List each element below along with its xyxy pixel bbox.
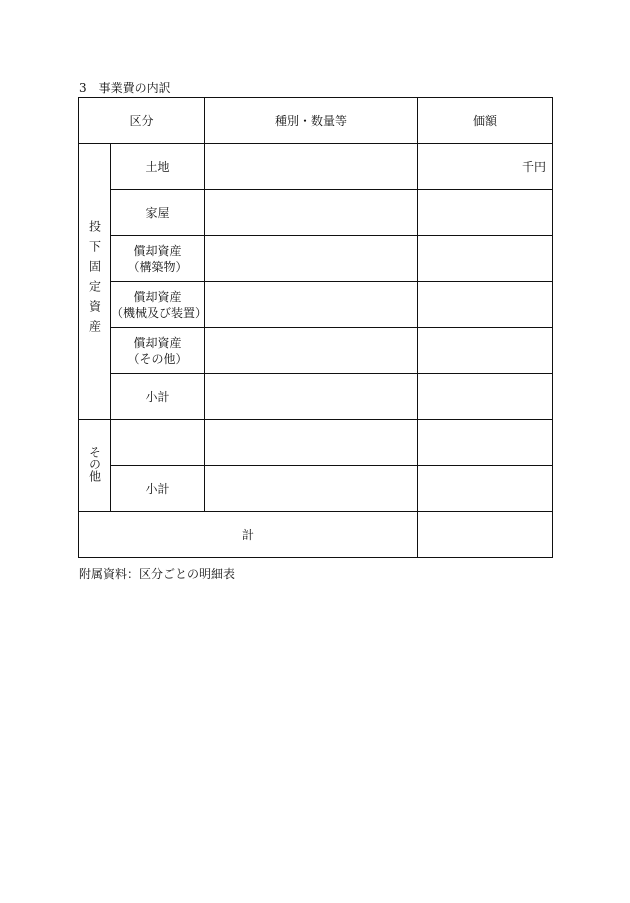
cost-breakdown-table	[78, 97, 553, 558]
type-quantity-cell[interactable]	[205, 374, 418, 420]
row-label: 小計	[111, 374, 205, 420]
row-label: 償却資産 （機械及び装置）	[111, 282, 205, 328]
price-cell[interactable]	[418, 282, 553, 328]
price-cell[interactable]	[418, 420, 553, 466]
price-cell[interactable]	[418, 328, 553, 374]
row-label[interactable]	[111, 420, 205, 466]
table-row	[79, 374, 553, 420]
type-quantity-cell[interactable]	[205, 420, 418, 466]
section-title: 3 事業費の内訳	[79, 81, 171, 95]
row-label: 償却資産 （その他）	[111, 328, 205, 374]
table-row	[79, 328, 553, 374]
table-row	[79, 282, 553, 328]
header-price: 価額	[418, 98, 553, 144]
group-investment-label: 投下固定資産	[87, 219, 102, 340]
price-cell[interactable]	[418, 190, 553, 236]
price-cell[interactable]	[418, 374, 553, 420]
table-row	[79, 466, 553, 512]
footnote: 附属資料：区分ごとの明細表	[79, 567, 236, 581]
group-other-label: その他	[87, 445, 102, 482]
type-quantity-cell[interactable]	[205, 236, 418, 282]
header-type-quantity: 種別・数量等	[205, 98, 418, 144]
type-quantity-cell[interactable]	[205, 282, 418, 328]
total-label: 計	[79, 512, 418, 558]
type-quantity-cell[interactable]	[205, 466, 418, 512]
type-quantity-cell[interactable]	[205, 144, 418, 190]
type-quantity-cell[interactable]	[205, 190, 418, 236]
table-row	[79, 144, 553, 190]
table-row	[79, 420, 553, 466]
total-price-cell[interactable]	[418, 512, 553, 558]
price-cell[interactable]	[418, 236, 553, 282]
total-row	[79, 512, 553, 558]
header-category: 区分	[79, 98, 205, 144]
price-cell[interactable]: 千円	[418, 144, 553, 190]
price-cell[interactable]	[418, 466, 553, 512]
row-label: 小計	[111, 466, 205, 512]
table-row	[79, 236, 553, 282]
header-row	[79, 98, 553, 144]
row-label: 家屋	[111, 190, 205, 236]
group-investment	[79, 144, 111, 420]
table-row	[79, 190, 553, 236]
group-other	[79, 420, 111, 512]
type-quantity-cell[interactable]	[205, 328, 418, 374]
row-label: 土地	[111, 144, 205, 190]
row-label: 償却資産 （構築物）	[111, 236, 205, 282]
